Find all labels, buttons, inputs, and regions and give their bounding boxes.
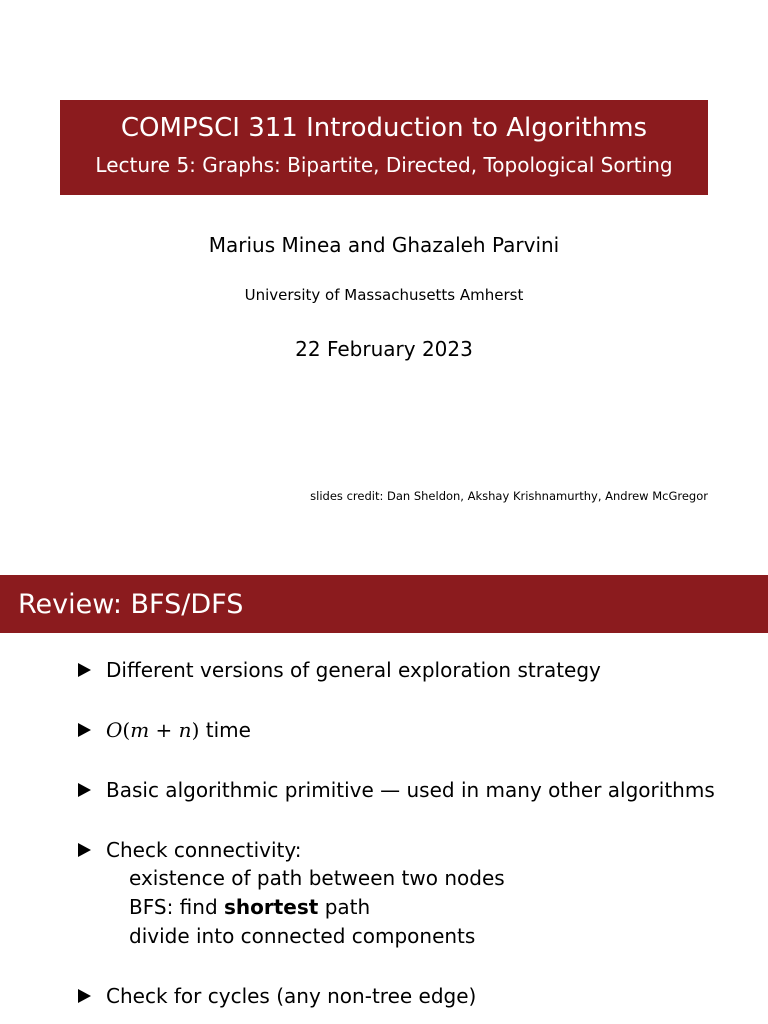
math-paren-open: ( [122,718,131,742]
bullet-text: Basic algorithmic primitive — used in many other algorithms [106,778,715,802]
bullet-text [106,717,251,743]
date: 22 February 2023 [295,337,473,361]
math-m: m [130,718,150,742]
frame-title-bar [0,575,768,633]
sub-item-text: BFS: find [129,895,224,919]
bullet-triangle-icon [78,663,91,677]
bullet-text-suffix: time [199,718,251,742]
bullet-triangle-icon [78,843,91,857]
bullet-text: Check connectivity: [106,838,302,862]
bullet-triangle-icon [78,989,91,1003]
presentation-title: COMPSCI 311 Introduction to Algorithms [120,113,648,143]
institution: University of Massachusetts Amherst [244,286,524,304]
math-n: n [178,718,192,742]
emphasis-text: shortest [224,895,319,919]
bullet-text: Different versions of general exploration strategy [106,658,601,682]
bullet-triangle-icon [78,783,91,797]
bullet-triangle-icon [78,723,91,737]
math-paren-close: ) [191,718,200,742]
bullet-text: Check for cycles (any non-tree edge) [106,984,477,1008]
sub-item-text: path [318,895,371,919]
math-O: O [106,718,123,742]
frame-title: Review: BFS/DFS [18,589,244,620]
slides-credit: slides credit: Dan Sheldon, Akshay Krishnamurthy, Andrew McGregor [310,489,708,503]
authors: Marius Minea and Ghazaleh Parvini [208,233,560,257]
title-box [60,100,708,195]
complexity-formula [106,718,199,742]
sub-item: existence of path between two nodes [129,866,505,890]
presentation-subtitle: Lecture 5: Graphs: Bipartite, Directed, Topological Sorting [95,153,673,177]
sub-item [129,894,370,920]
review-slide [0,575,768,1024]
math-plus: + [149,718,179,742]
sub-item: divide into connected components [129,924,476,948]
